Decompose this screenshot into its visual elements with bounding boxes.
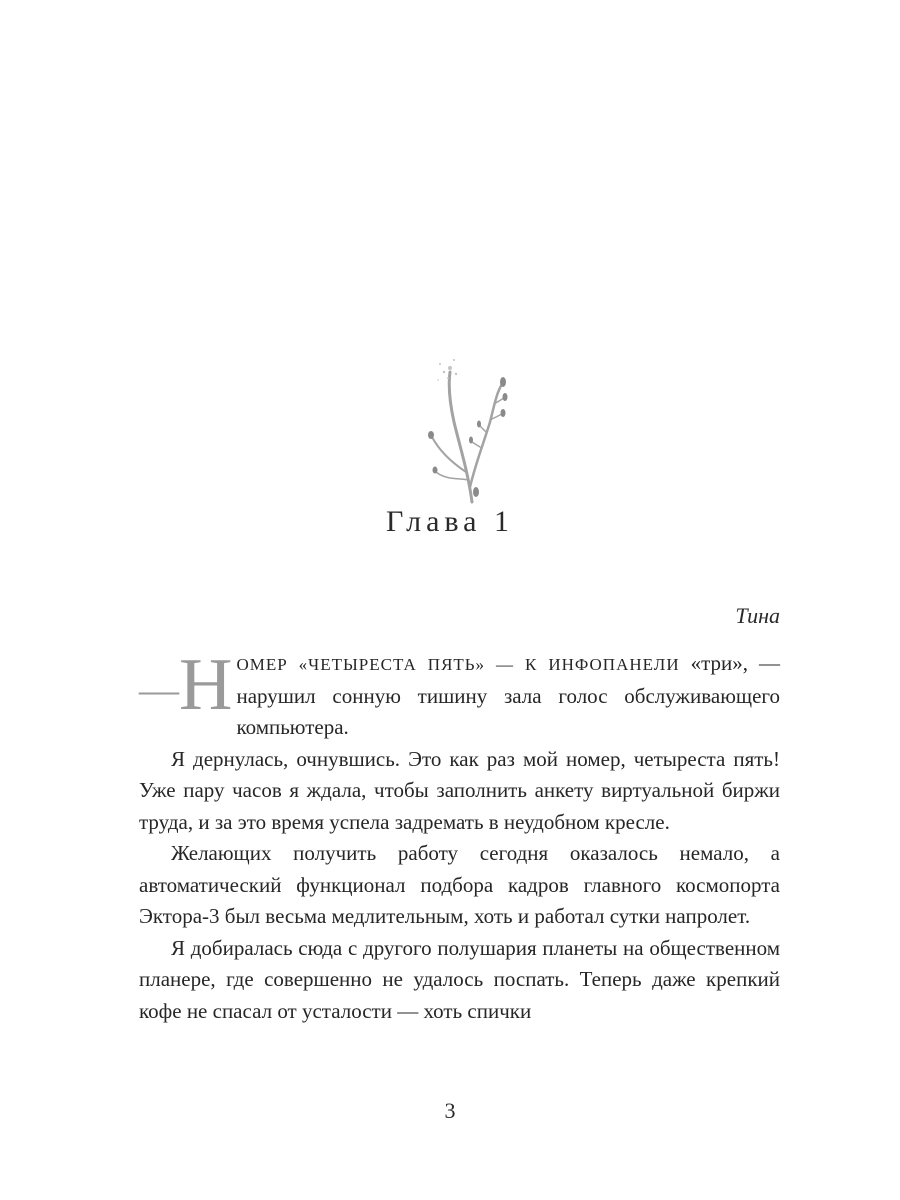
- page-number: 3: [444, 1098, 456, 1123]
- paragraph: Я добиралась сюда с другого полушария планеты на общественном планере, где совершенно не удалось поспать. Теперь даже крепкий кофе не спасал от усталости — хоть спички: [139, 935, 780, 1023]
- chapter-title: Глава 1: [386, 505, 514, 538]
- paragraph: Я дернулась, очнувшись. Это как раз мой номер, четыреста пять! Уже пару часов я ждала, чтобы заполнить анкету виртуальной биржи труда, и за это время успела задремать в неудобном кресле.: [139, 746, 780, 834]
- first-paragraph: [139, 644, 780, 744]
- drop-cap-letter: Н: [179, 644, 233, 726]
- drop-cap-dash: —: [139, 667, 179, 712]
- pov-character-name: Тина: [735, 603, 780, 628]
- first-line-smallcaps: ОМЕР «ЧЕТЫРЕСТА ПЯТЬ» — К ИНФОПАНЕЛИ: [236, 655, 680, 674]
- paragraph: Желающих получить работу сегодня оказалось немало, а автоматический функционал подбора кадров главного космопорта Эктора-3 был весьма медлительным, хоть и работал сутки напролет.: [139, 841, 780, 928]
- drop-cap: [139, 644, 233, 726]
- flower-sprig-icon: [410, 352, 520, 507]
- body-text: [139, 644, 780, 1027]
- first-paragraph-rest: «три», — нарушил сонную тишину зала голос обслуживающего компьютера.: [236, 651, 780, 739]
